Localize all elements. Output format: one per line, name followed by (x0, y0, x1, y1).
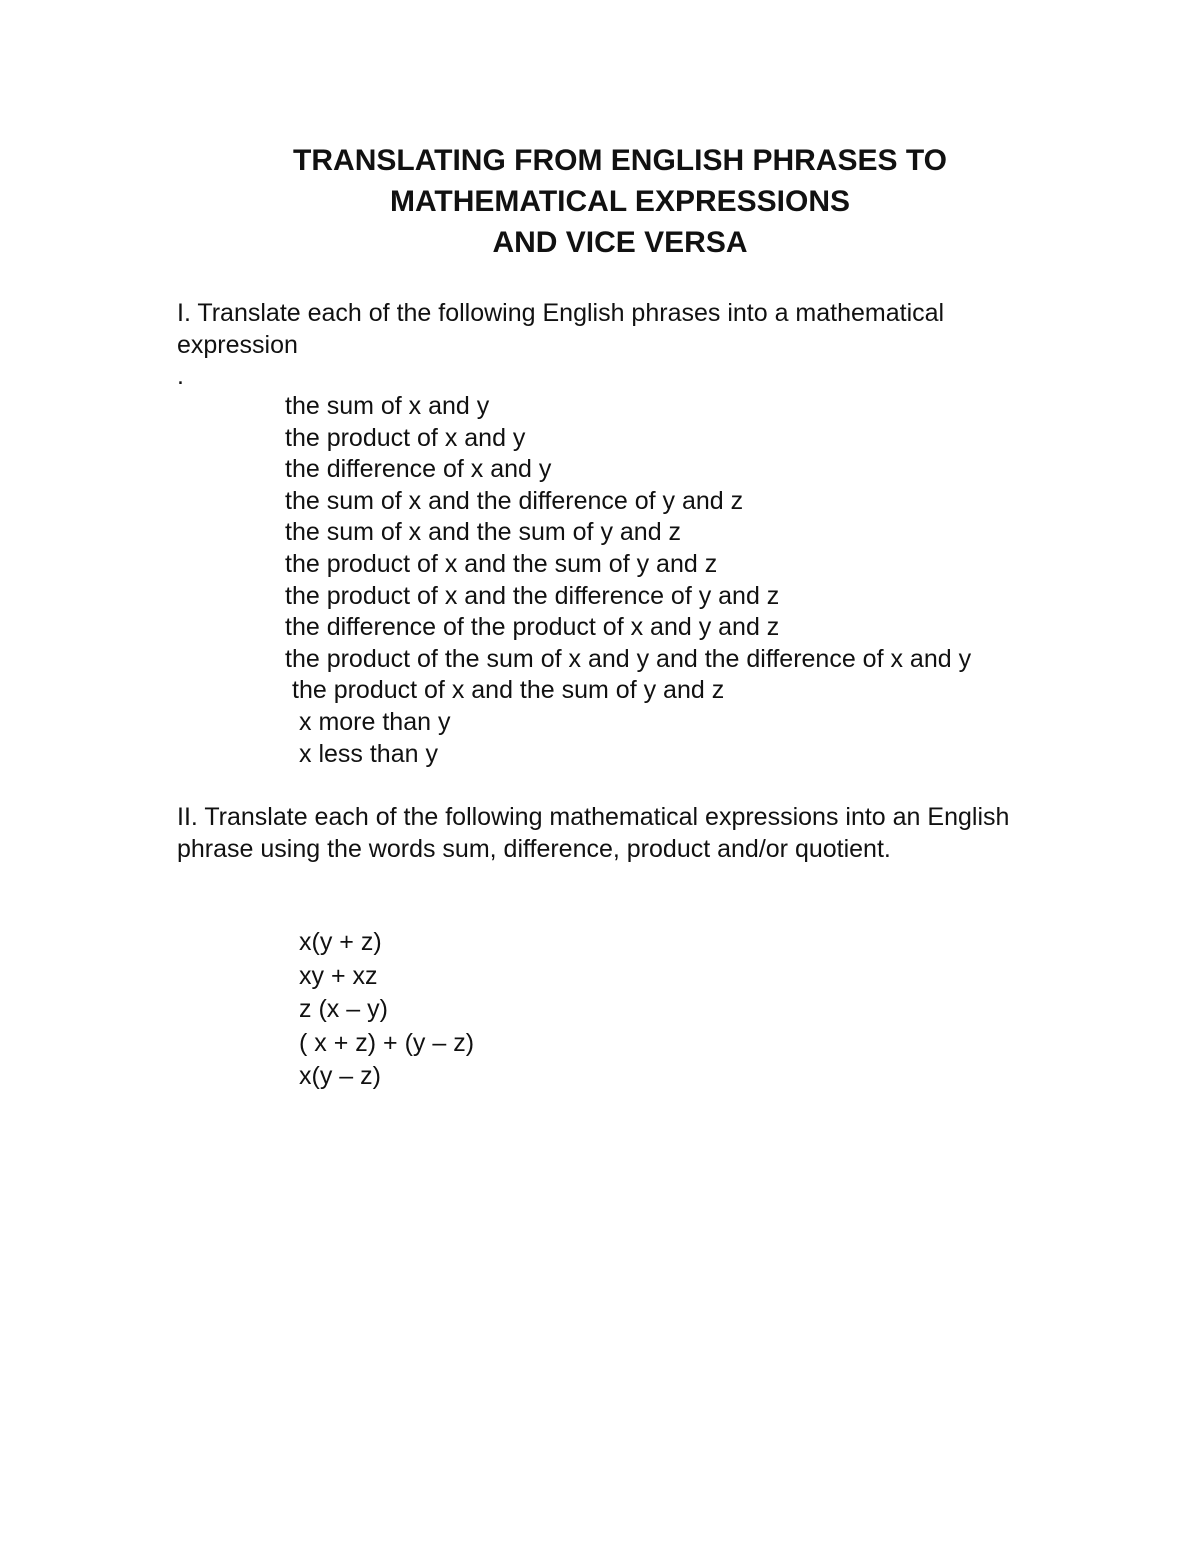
item-text: x more than y (299, 707, 451, 736)
item-text: the difference of x and y (285, 455, 552, 484)
item-expression: x(y + z) (299, 928, 382, 956)
title-line-1: TRANSLATING FROM ENGLISH PHRASES TO (293, 144, 947, 177)
item-expression: x(y – z) (299, 1062, 381, 1090)
item-text: the difference of the product of x and y and z (285, 613, 780, 642)
title-line-2: MATHEMATICAL EXPRESSIONS (389, 185, 851, 218)
item-text: the sum of x and the sum of y and z (285, 518, 682, 547)
item-expression: z (x – y) (299, 995, 388, 1023)
item-text: x less than y (299, 739, 438, 768)
item-expression: xy + xz (299, 961, 378, 990)
section-1-instructions: I. Translate each of the following English phrases into a mathematical expression (177, 299, 945, 359)
item-text: the product of x and the sum of y and z (292, 676, 725, 705)
title-line-3: AND VICE VERSA (492, 226, 748, 259)
item-text: the product of x and the difference of y and z (285, 581, 780, 610)
item-text: the sum of x and the difference of y and z (285, 486, 744, 515)
item-text: the product of x and the sum of y and z (285, 549, 718, 578)
item-text: the product of the sum of x and y and the difference of x and y (285, 644, 972, 673)
item-text: the product of x and y (285, 423, 526, 452)
item-text: the sum of x and y (285, 392, 490, 420)
stray-period: . (177, 362, 184, 390)
page-title (0, 140, 1200, 263)
section-2-instructions: II. Translate each of the following mathematical expressions into an English phrase using the words sum, difference, product and/or quotient. (177, 803, 1010, 863)
item-expression: ( x + z) + (y – z) (299, 1028, 475, 1057)
